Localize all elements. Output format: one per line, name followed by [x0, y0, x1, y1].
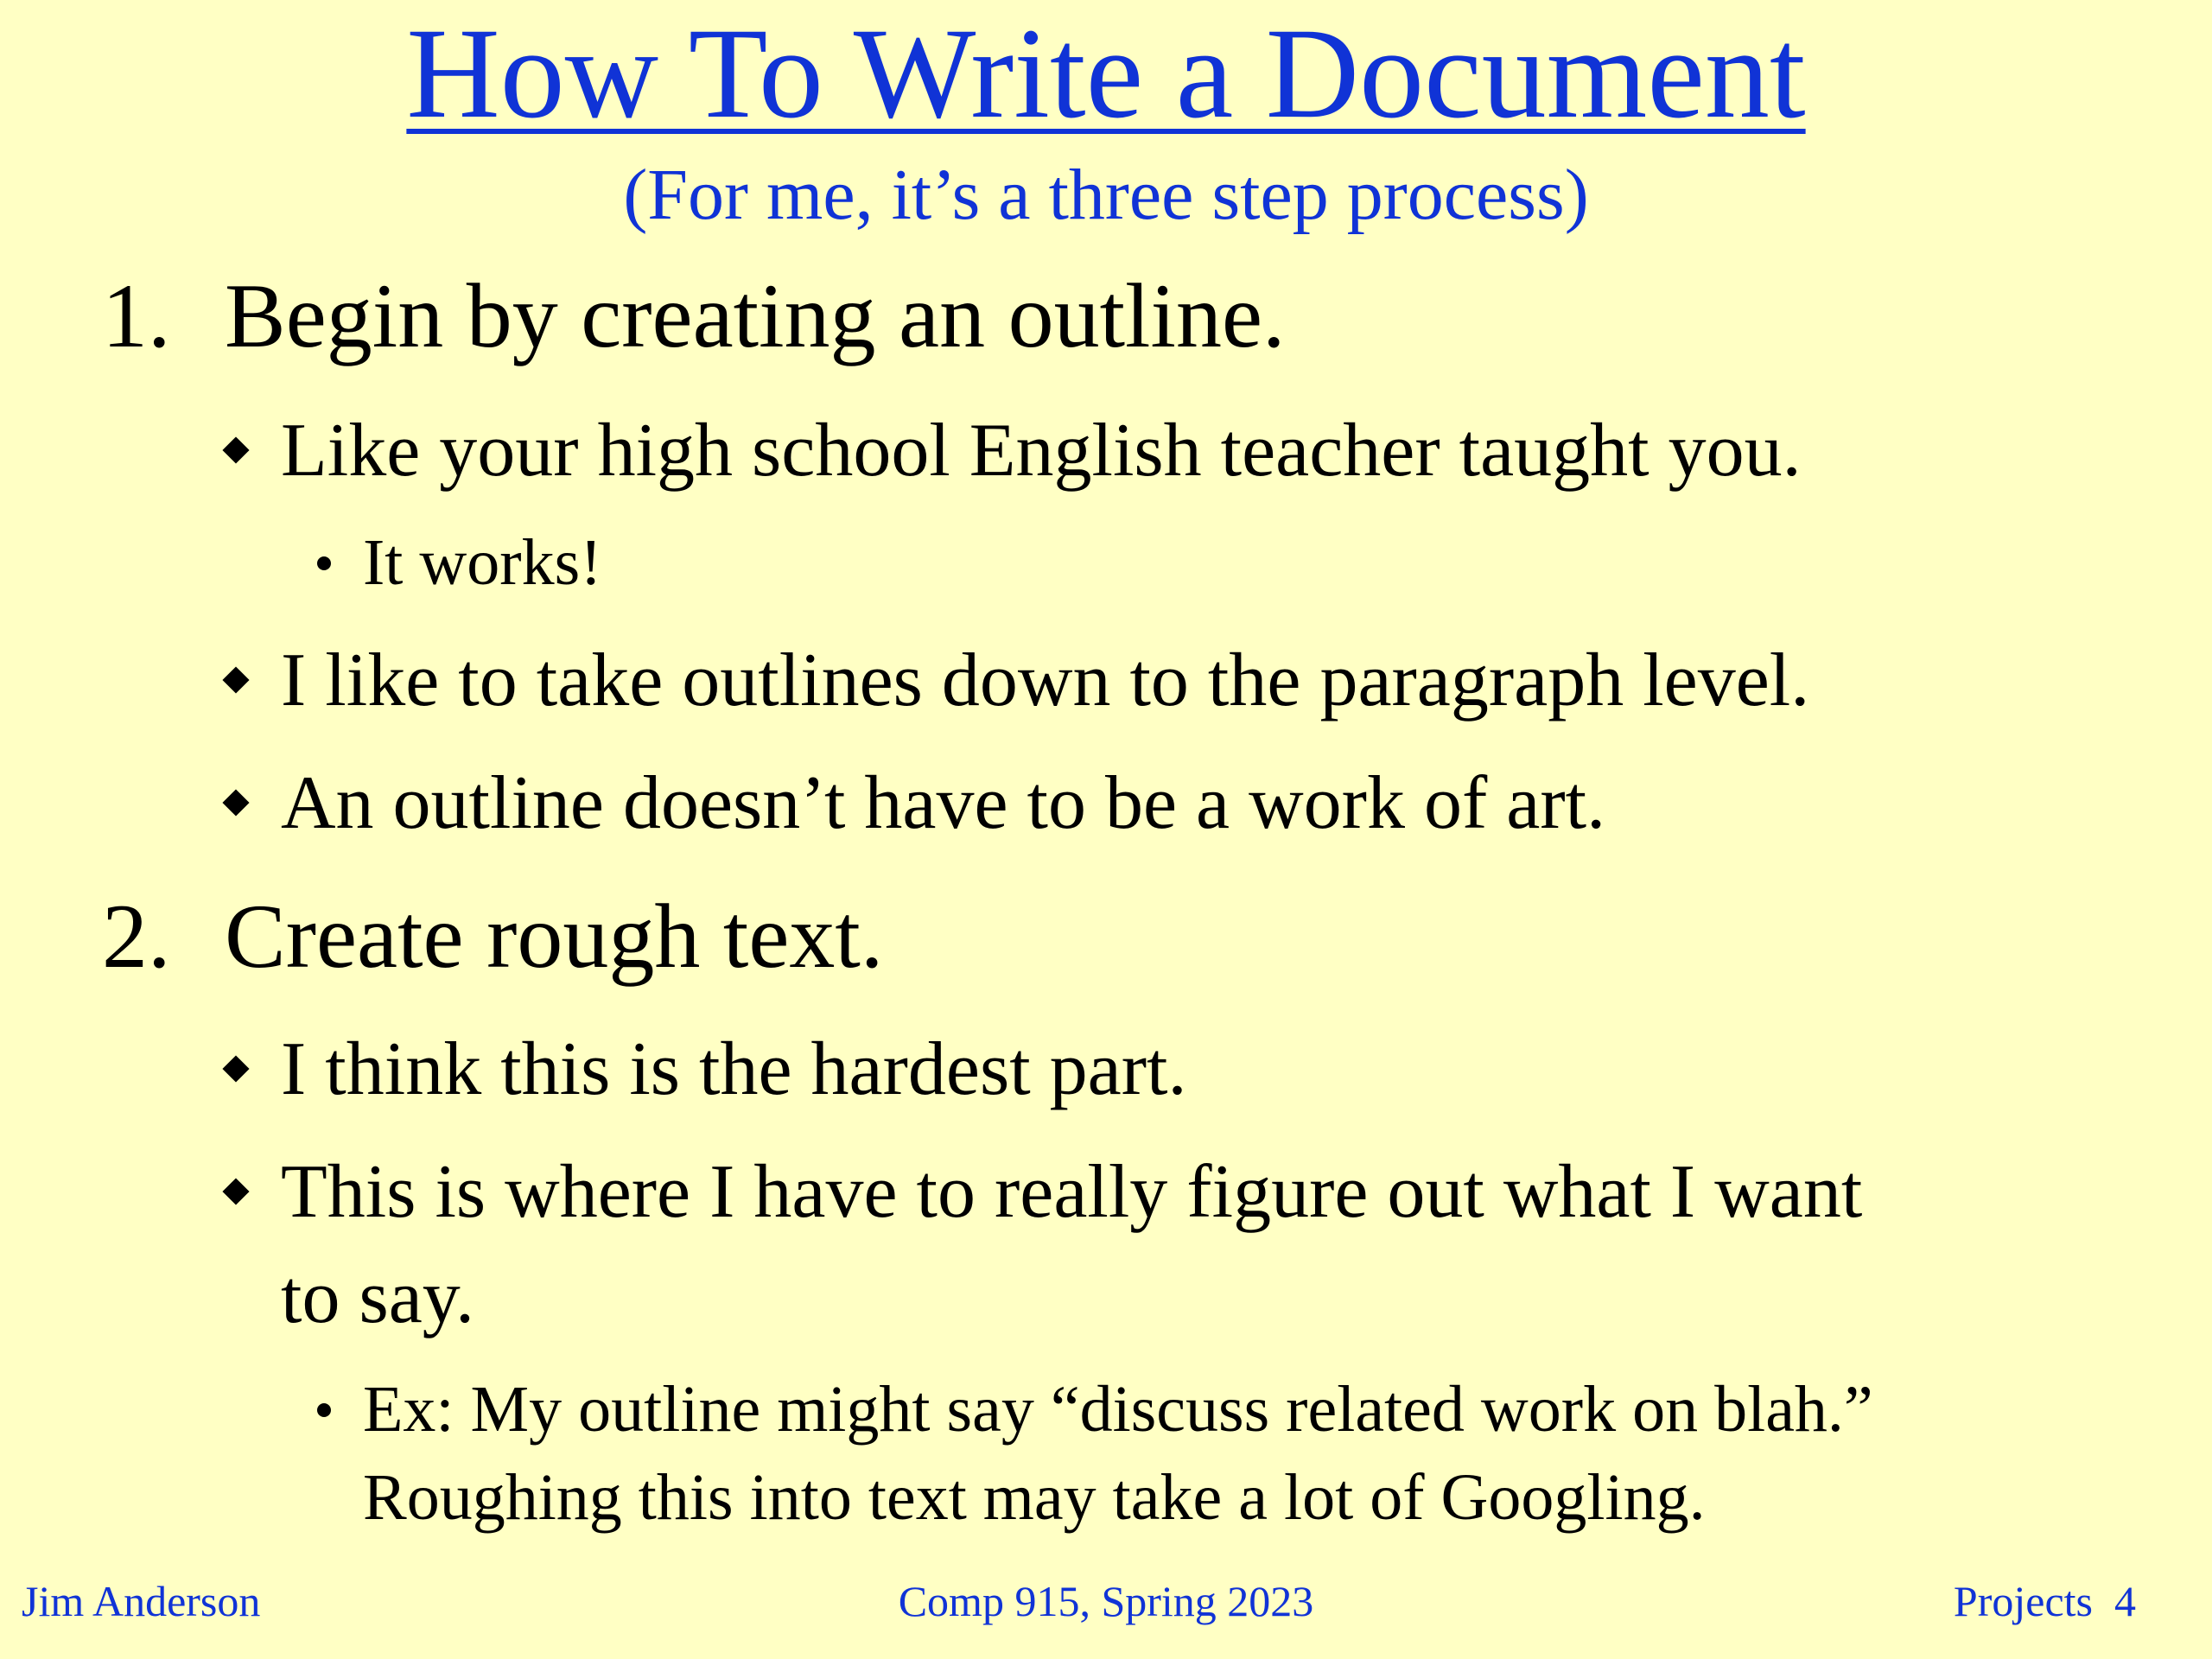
round-bullet-icon [317, 1403, 331, 1417]
bullet-text-line-1: This is where I have to really figure out what I want [281, 1150, 1863, 1234]
footer-section: Projects [1953, 1577, 2093, 1625]
step-text: Create rough text. [225, 886, 884, 987]
step-number: 1. [102, 265, 171, 366]
bullet-text: An outline doesn’t have to be a work of art. [281, 761, 1606, 845]
footer-author: Jim Anderson [22, 1577, 261, 1625]
step-text: Begin by creating an outline. [225, 265, 1286, 366]
slide-title [0, 0, 2212, 147]
sub-bullet-text-line-1: Ex: My outline might say “discuss related work on blah.” [363, 1373, 1873, 1446]
bullet-text-line-2: to say. [281, 1255, 475, 1339]
sub-bullet-text: It works! [363, 526, 602, 599]
diamond-bullet-icon [222, 666, 249, 693]
bullet-text: Like your high school English teacher taught you. [281, 409, 1802, 493]
slide-title-text: How To Write a Document [406, 2, 1806, 145]
footer-course: Comp 915, Spring 2023 [898, 1577, 1314, 1625]
sub-bullet-text-line-2: Roughing this into text may take a lot of Googling. [363, 1461, 1706, 1534]
step-number: 2. [102, 886, 171, 987]
diamond-bullet-icon [222, 789, 249, 816]
slide-subtitle: (For me, it’s a three step process) [623, 155, 1589, 235]
diamond-bullet-icon [222, 1178, 249, 1205]
diamond-bullet-icon [222, 436, 249, 463]
bullet-text: I think this is the hardest part. [281, 1027, 1187, 1111]
diamond-bullet-icon [222, 1055, 249, 1082]
round-bullet-icon [317, 556, 331, 570]
footer-page-number: 4 [2114, 1577, 2136, 1625]
footer-page [1954, 1571, 2136, 1631]
bullet-text: I like to take outlines down to the paragraph level. [281, 639, 1810, 722]
